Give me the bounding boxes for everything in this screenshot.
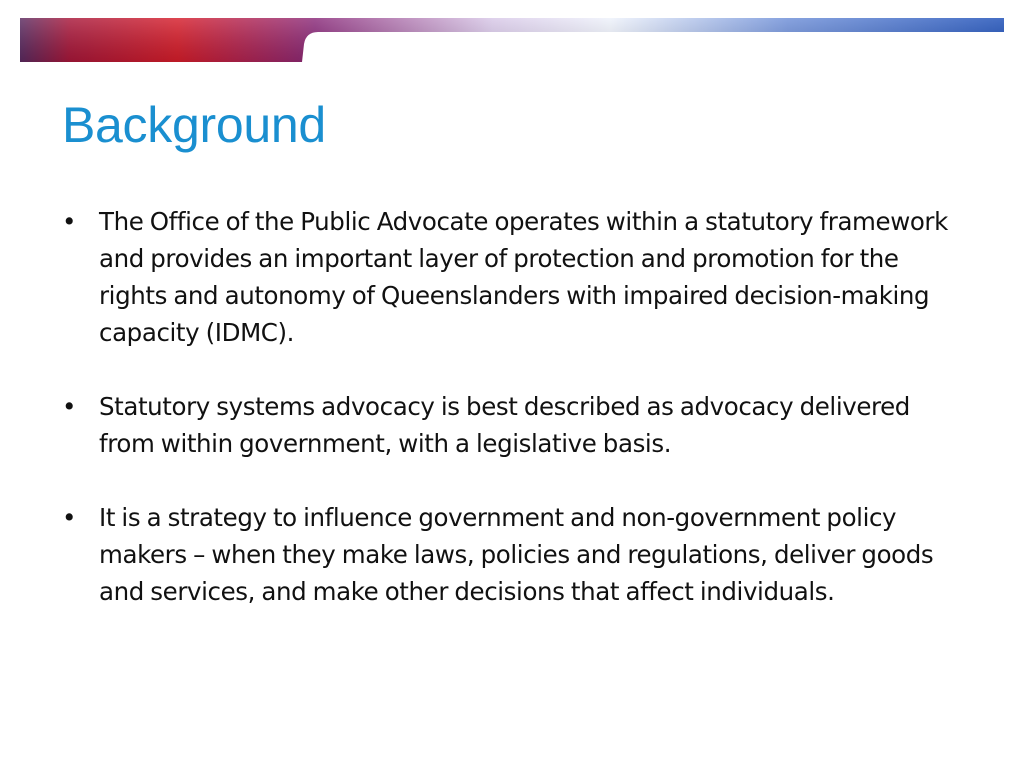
slide-title: Background [62, 97, 326, 153]
banner-shade [20, 18, 1004, 62]
bullet-icon: • [62, 503, 77, 532]
bullet-item [62, 499, 967, 610]
header-banner [0, 0, 1024, 64]
bullet-text: The Office of the Public Advocate operates within a statutory framework and provides an important layer of protection and promotion for the rights and autonomy of Queenslanders with impaired decision-making capacity (IDMC). [99, 207, 948, 347]
bullet-icon: • [62, 207, 77, 236]
bullet-item [62, 203, 967, 351]
bullet-item [62, 388, 967, 462]
bullet-icon: • [62, 392, 77, 421]
bullet-list [62, 203, 967, 610]
bullet-text: Statutory systems advocacy is best described as advocacy delivered from within government, with a legislative basis. [99, 392, 910, 458]
bullet-text: It is a strategy to influence government and non-government policy makers – when they make laws, policies and regulations, deliver goods and services, and make other decisions that affect individuals. [99, 503, 934, 606]
